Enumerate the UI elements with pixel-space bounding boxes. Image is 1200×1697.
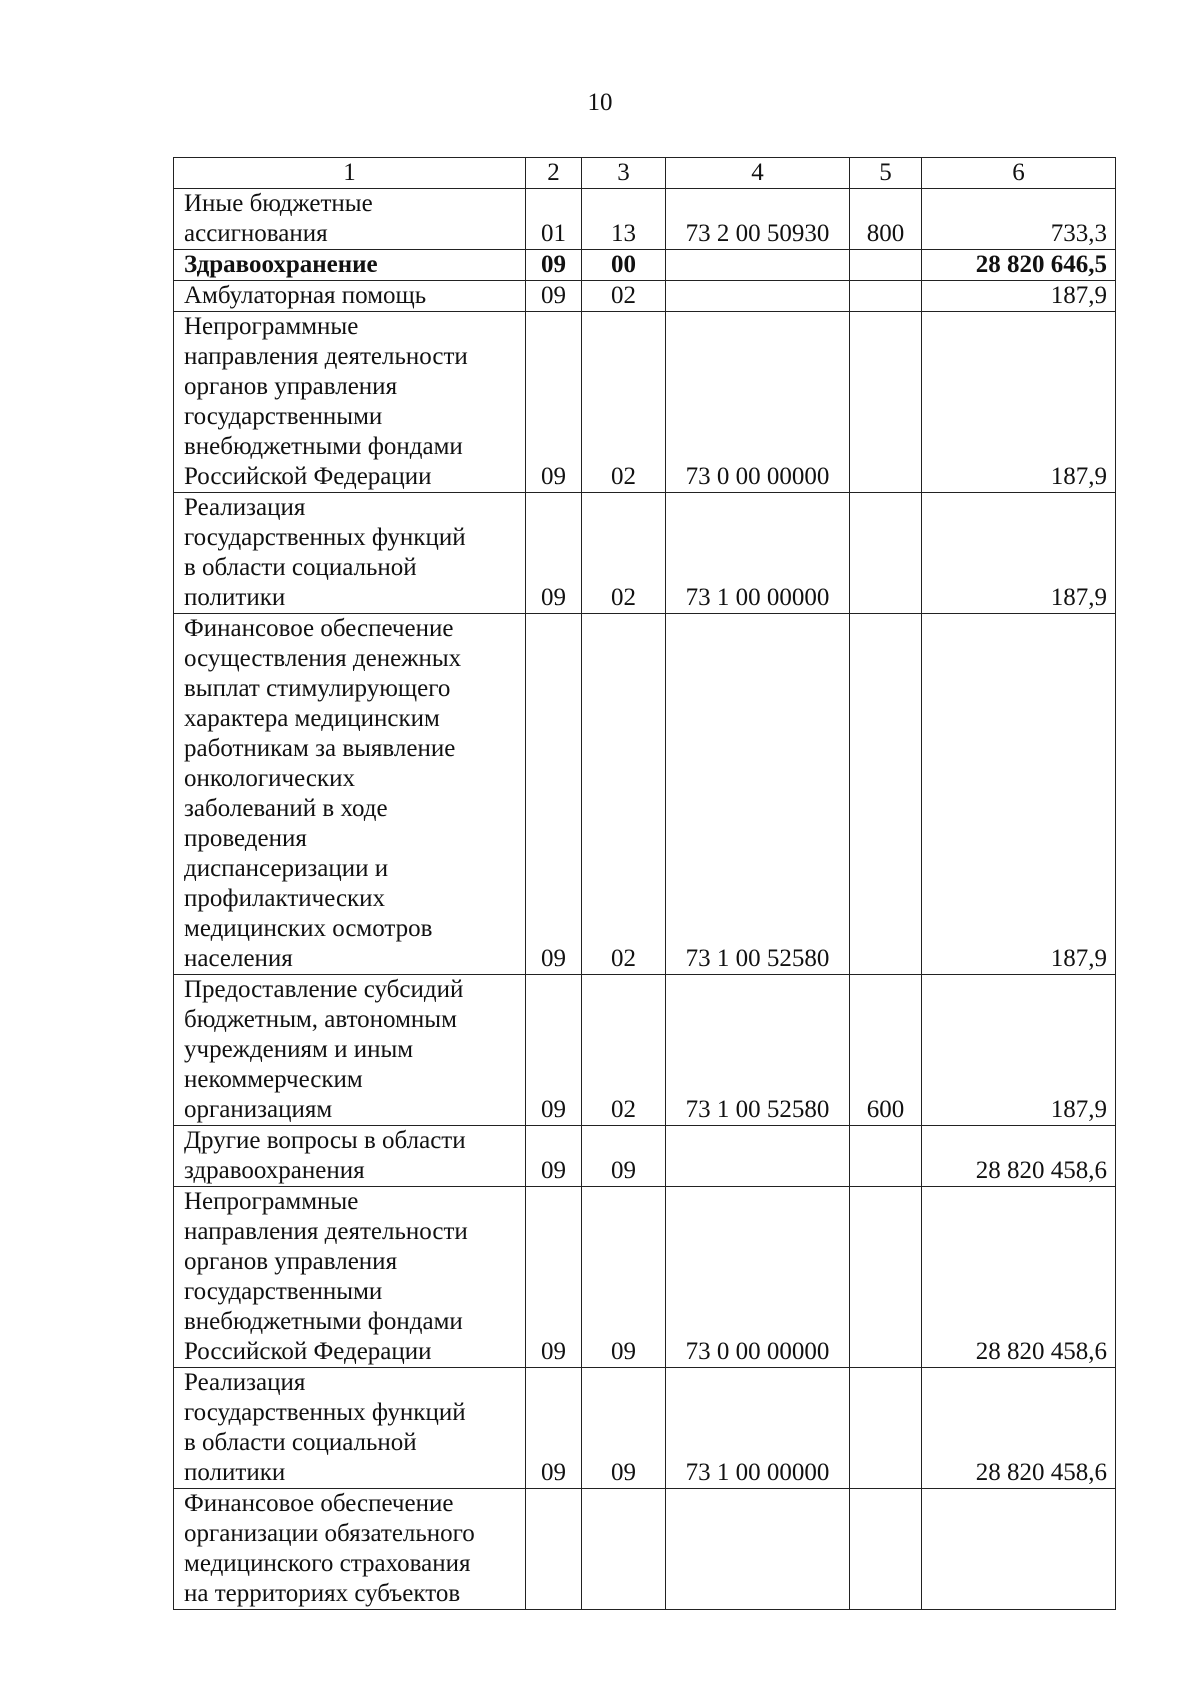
row-name: Непрограммные направления деятельности органов управления государственными внебюджетными фондами Российской Федерации <box>174 1187 526 1368</box>
row-expense-type-code: 800 <box>850 189 922 250</box>
header-row <box>174 158 1116 189</box>
page-number: 10 <box>587 89 613 116</box>
row-target-item-code <box>666 1126 850 1187</box>
row-amount: 187,9 <box>922 975 1116 1126</box>
row-section-code: 09 <box>526 1187 582 1368</box>
column-header-subsection: 3 <box>582 158 666 189</box>
row-subsection-code: 09 <box>582 1368 666 1489</box>
row-subsection-code: 13 <box>582 189 666 250</box>
row-amount: 28 820 458,6 <box>922 1187 1116 1368</box>
row-name: Реализация государственных функций в области социальной политики <box>174 493 526 614</box>
row-amount: 28 820 458,6 <box>922 1368 1116 1489</box>
row-subsection-code: 02 <box>582 975 666 1126</box>
row-target-item-code <box>666 250 850 281</box>
table-row <box>174 312 1116 493</box>
row-amount: 28 820 646,5 <box>922 250 1116 281</box>
row-amount: 733,3 <box>922 189 1116 250</box>
row-subsection-code: 09 <box>582 1187 666 1368</box>
column-header-section: 2 <box>526 158 582 189</box>
row-target-item-code: 73 0 00 00000 <box>666 1187 850 1368</box>
row-amount <box>922 1489 1116 1610</box>
row-section-code: 01 <box>526 189 582 250</box>
column-header-name: 1 <box>174 158 526 189</box>
row-expense-type-code <box>850 312 922 493</box>
row-expense-type-code <box>850 1368 922 1489</box>
row-target-item-code: 73 1 00 52580 <box>666 975 850 1126</box>
table-row <box>174 614 1116 975</box>
row-target-item-code: 73 1 00 52580 <box>666 614 850 975</box>
row-expense-type-code <box>850 614 922 975</box>
row-target-item-code: 73 0 00 00000 <box>666 312 850 493</box>
row-subsection-code <box>582 1489 666 1610</box>
row-target-item-code <box>666 281 850 312</box>
row-expense-type-code <box>850 250 922 281</box>
row-section-code: 09 <box>526 281 582 312</box>
table-row <box>174 975 1116 1126</box>
row-expense-type-code <box>850 1489 922 1610</box>
row-section-code: 09 <box>526 493 582 614</box>
table-row <box>174 1489 1116 1610</box>
row-amount: 187,9 <box>922 493 1116 614</box>
row-expense-type-code <box>850 281 922 312</box>
row-amount: 28 820 458,6 <box>922 1126 1116 1187</box>
row-expense-type-code: 600 <box>850 975 922 1126</box>
table-row <box>174 493 1116 614</box>
row-name: Амбулаторная помощь <box>174 281 526 312</box>
column-header-expense-type: 5 <box>850 158 922 189</box>
row-amount: 187,9 <box>922 312 1116 493</box>
row-subsection-code: 02 <box>582 312 666 493</box>
row-name: Здравоохранение <box>174 250 526 281</box>
row-subsection-code: 02 <box>582 493 666 614</box>
row-name: Другие вопросы в области здравоохранения <box>174 1126 526 1187</box>
row-amount: 187,9 <box>922 614 1116 975</box>
row-section-code: 09 <box>526 312 582 493</box>
row-section-code: 09 <box>526 614 582 975</box>
row-target-item-code: 73 1 00 00000 <box>666 1368 850 1489</box>
row-name: Реализация государственных функций в области социальной политики <box>174 1368 526 1489</box>
row-amount: 187,9 <box>922 281 1116 312</box>
table-row <box>174 250 1116 281</box>
row-name: Финансовое обеспечение организации обязательного медицинского страхования на территориях субъектов <box>174 1489 526 1610</box>
row-name: Непрограммные направления деятельности органов управления государственными внебюджетными фондами Российской Федерации <box>174 312 526 493</box>
row-section-code: 09 <box>526 1126 582 1187</box>
row-target-item-code: 73 1 00 00000 <box>666 493 850 614</box>
table-row <box>174 189 1116 250</box>
row-subsection-code: 02 <box>582 614 666 975</box>
row-name: Предоставление субсидий бюджетным, автономным учреждениям и иным некоммерческим организациям <box>174 975 526 1126</box>
row-section-code <box>526 1489 582 1610</box>
row-expense-type-code <box>850 1126 922 1187</box>
row-target-item-code <box>666 1489 850 1610</box>
row-section-code: 09 <box>526 250 582 281</box>
table-row <box>174 1187 1116 1368</box>
row-name: Финансовое обеспечение осуществления денежных выплат стимулирующего характера медицинским работникам за выявление онкологических заболеваний в ходе проведения диспансеризации и профилактических медицинских осмотров населения <box>174 614 526 975</box>
table-row <box>174 1126 1116 1187</box>
row-section-code: 09 <box>526 975 582 1126</box>
table-row <box>174 1368 1116 1489</box>
budget-table <box>173 157 1116 1610</box>
row-expense-type-code <box>850 1187 922 1368</box>
row-subsection-code: 02 <box>582 281 666 312</box>
row-expense-type-code <box>850 493 922 614</box>
column-header-target-item: 4 <box>666 158 850 189</box>
column-header-amount: 6 <box>922 158 1116 189</box>
row-subsection-code: 00 <box>582 250 666 281</box>
row-section-code: 09 <box>526 1368 582 1489</box>
row-name: Иные бюджетные ассигнования <box>174 189 526 250</box>
row-target-item-code: 73 2 00 50930 <box>666 189 850 250</box>
row-subsection-code: 09 <box>582 1126 666 1187</box>
table-row <box>174 281 1116 312</box>
